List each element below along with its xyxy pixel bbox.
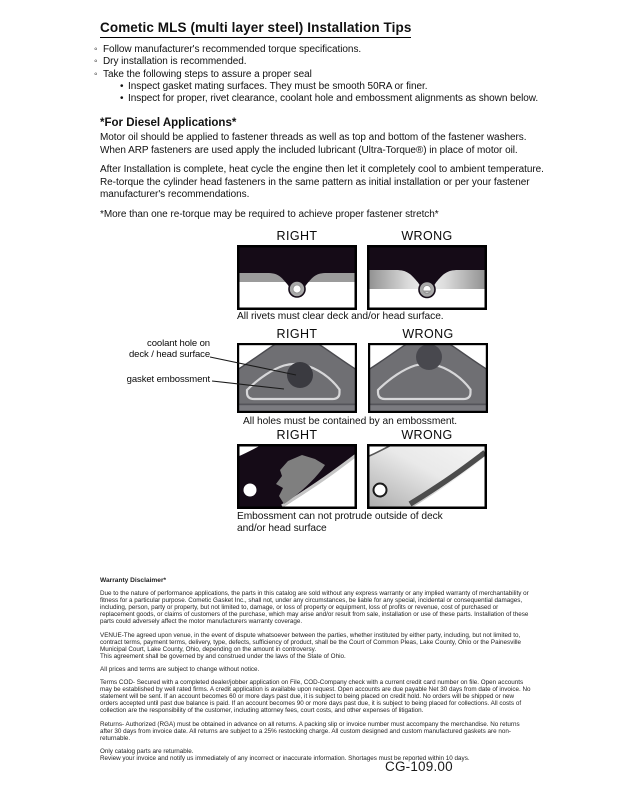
diesel-paragraph-2: After Installation is complete, heat cycle the engine then let it completely cool to ambient temperature. Re-torque the cylinder head fasteners in the same pattern as initial installation or per your fastener manufacturer's recommendations. <box>100 164 544 201</box>
disclaimer-paragraph: Only catalog parts are returnable. <box>100 747 194 755</box>
warranty-disclaimer <box>100 577 533 768</box>
document-code: CG-109.00 <box>385 759 453 774</box>
bullet-marker: ◦ <box>94 56 98 68</box>
hole-contained-wrong-diagram <box>368 343 488 413</box>
diesel-paragraph-1: Motor oil should be applied to fastener threads as well as top and bottom of the fastener washers. When ARP fasteners are used apply the included lubricant (Ultra-Torque®) in place of motor oil. <box>100 132 527 156</box>
bullet-marker: • <box>120 93 124 105</box>
embossment-inside-right-diagram <box>237 444 357 509</box>
disclaimer-paragraph: VENUE-The agreed upon venue, in the event of dispute whatsoever between the parties, whether instituted by either party, including, but not limited to, contract terms, payment terms, delivery, type, defects, sufficiency of product, shall be the Court of Common Pleas, Lake County, Ohio or the Painesville Municipal Court, Lake County, Ohio, depending on the amount in controversy. <box>100 631 522 653</box>
gasket-embossment-label: gasket embossment <box>126 374 210 385</box>
hole-contained-right-diagram <box>237 343 357 413</box>
embossment-inside-wrong-diagram <box>367 444 487 509</box>
list-item <box>94 44 546 56</box>
figure2-right-diagram <box>237 343 357 413</box>
figure1-wrong-diagram <box>367 245 487 310</box>
figure2-wrong-diagram <box>368 343 488 413</box>
disclaimer-paragraph: Due to the nature of performance applications, the parts in this catalog are sold without any express warranty or any implied warranty of merchantability or fitness for a particular purpose. Cometic Gasket Inc., shall not, under any circumstances, be liable for any special, incidental or consequential damages, including, person, party or property, but not limited to, damage, or loss of property or equipment, loss of profits or revenue, cost of purchased or replacement goods, or claims of customers of the purchase, which may arise and/or result from sale, installation or use of these parts. Installation of these parts could adversely affect the motor manufacturers warranty coverage. <box>100 590 529 626</box>
figure3-wrong-diagram <box>367 444 487 509</box>
list-item-text: Inspect gasket mating surfaces. They must be smooth 50RA or finer. <box>128 80 428 92</box>
figure1-right-diagram <box>237 245 357 310</box>
bullet-marker: • <box>120 80 124 92</box>
figure2-caption: All holes must be contained by an embossment. <box>243 416 458 427</box>
list-item <box>94 81 546 93</box>
page-title: Cometic MLS (multi layer steel) Installation Tips <box>100 20 411 38</box>
bullet-marker: ◦ <box>94 44 98 55</box>
tips-list <box>94 44 546 105</box>
diesel-heading: *For Diesel Applications* <box>100 117 237 129</box>
rivet-clear-right-diagram <box>237 245 357 310</box>
disclaimer-paragraph: This agreement shall be governed by and construed under the laws of the State of Ohio. <box>100 652 346 660</box>
list-item <box>94 56 546 68</box>
figure3-caption <box>237 511 443 535</box>
disclaimer-paragraph: All prices and terms are subject to change without notice. <box>100 665 260 673</box>
rivet-clear-wrong-diagram <box>367 245 487 310</box>
figure2-wrong-label: WRONG <box>402 327 454 341</box>
disclaimer-heading: Warranty Disclaimer* <box>100 577 167 584</box>
coolant-hole-label <box>110 339 210 360</box>
disclaimer-paragraph: Review your invoice and notify us immediately of any incorrect or inaccurate information. Shortages must be reported within 10 days. <box>100 754 470 762</box>
figure3-wrong-label: WRONG <box>401 428 453 442</box>
disclaimer-paragraph: Terms COD- Secured with a completed dealer/jobber application on File, COD-Company check with a current credit card number on file. Open accounts may be established by well rated firms. A credit application is available upon request. Open accounts are due payable Net 30 days from date of invoice. No statement will be sent. If an account becomes 60 or more days past due, it is subject to being placed on credit hold. No orders will be shipped or new orders accepted until past due balance is paid. If an account becomes 90 or more days past due, it is subject to being placed for collections. All costs of collection are the responsibility of the customer, including attorney fees, court costs, and other expenses of litigation. <box>100 679 531 715</box>
figure3-right-label: RIGHT <box>276 428 318 442</box>
list-item-text: Follow manufacturer's recommended torque specifications. <box>103 44 362 55</box>
list-item <box>94 93 546 105</box>
retorque-note: *More than one re-torque may be required to achieve proper fastener stretch* <box>100 209 439 220</box>
bullet-marker: ◦ <box>94 68 98 80</box>
figure2-right-label: RIGHT <box>276 327 318 341</box>
list-item-text: Take the following steps to assure a proper seal <box>103 68 312 80</box>
figure3-caption-line2: and/or head surface <box>237 523 327 534</box>
figure1-right-label: RIGHT <box>276 229 318 243</box>
list-item-text: Dry installation is recommended. <box>103 56 247 68</box>
disclaimer-paragraph: Returns- Authorized (RGA) must be obtained in advance on all returns. A packing slip or invoice number must accompany the merchandise. No returns after 30 days from invoice date. All returns are subject to a 25% restocking charge. All custom designed and custom manufactured gaskets are non-returnable. <box>100 720 520 742</box>
coolant-hole-label-line2: deck / head surface <box>128 348 210 360</box>
list-item-text: Inspect for proper, rivet clearance, coolant hole and embossment alignments as shown below. <box>128 93 539 105</box>
figure1-caption: All rivets must clear deck and/or head surface. <box>237 311 444 322</box>
figure1-wrong-label: WRONG <box>401 229 453 243</box>
list-item <box>94 69 546 81</box>
figure3-right-diagram <box>237 444 357 509</box>
coolant-hole-label-line1: coolant hole on <box>147 338 210 349</box>
figure3-caption-line1: Embossment can not protrude outside of deck <box>237 511 443 522</box>
